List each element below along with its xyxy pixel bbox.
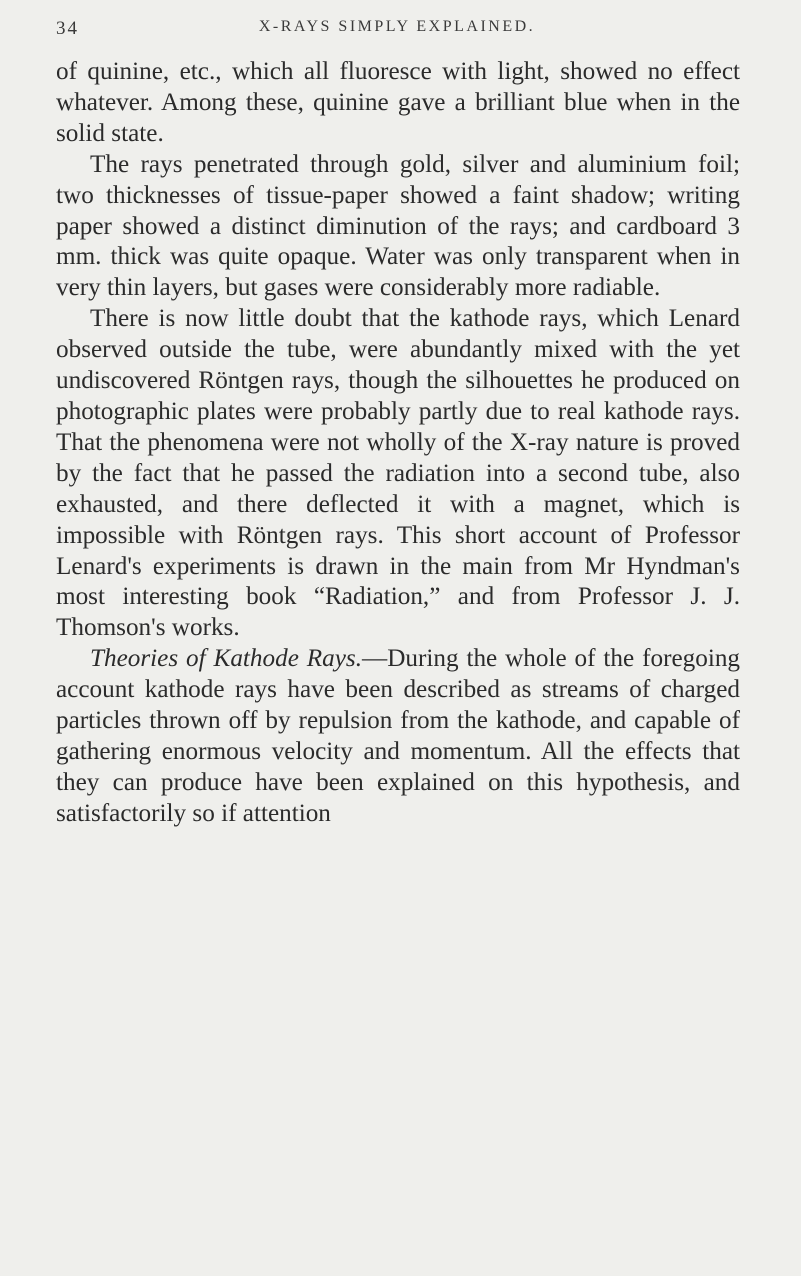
page-number: 34	[56, 18, 79, 39]
running-head: X-RAYS SIMPLY EXPLAINED.	[258, 18, 536, 35]
body-text	[56, 57, 740, 830]
paragraph-2: The rays penetrated through gold, silver and aluminium foil; two thicknesses of tissue-paper showed a faint shadow; writing paper showed a distinct diminution of the rays; and cardboard 3 mm. thick was quite opaque. Water was only transparent when in very thin layers, but gases were considerably more radiable.	[56, 150, 740, 302]
section-heading: Theories of Kathode Rays.	[90, 645, 363, 673]
paragraph-4-text: —During the whole of the foregoing account kathode rays have been described as streams of charged particles thrown off by repulsion from the kathode, and capable of gathering enormous velocity and momentum. All the effects that they can produce have been explained on this hypothesis, and satisfactorily so if attention	[56, 645, 741, 827]
paragraph-3: There is now little doubt that the kathode rays, which Lenard observed outside the tube, were abundantly mixed with the yet undiscovered Röntgen rays, though the silhouettes he produced on photographic plates were probably partly due to real kathode rays. That the phenomena were not wholly of the X-ray nature is proved by the fact that he passed the radiation into a second tube, also exhausted, and there deflected it with a magnet, which is impossible with Röntgen rays. This short account of Professor Lenard's experiments is drawn in the main from Mr Hyndman's most interesting book “Radiation,” and from Professor J. J. Thomson's works.	[56, 305, 740, 642]
paragraph-4	[56, 644, 740, 829]
page-header	[56, 18, 740, 52]
paragraph-1: of quinine, etc., which all fluoresce with light, showed no effect whatever. Among these, quinine gave a brilliant blue when in the solid state.	[56, 58, 740, 147]
